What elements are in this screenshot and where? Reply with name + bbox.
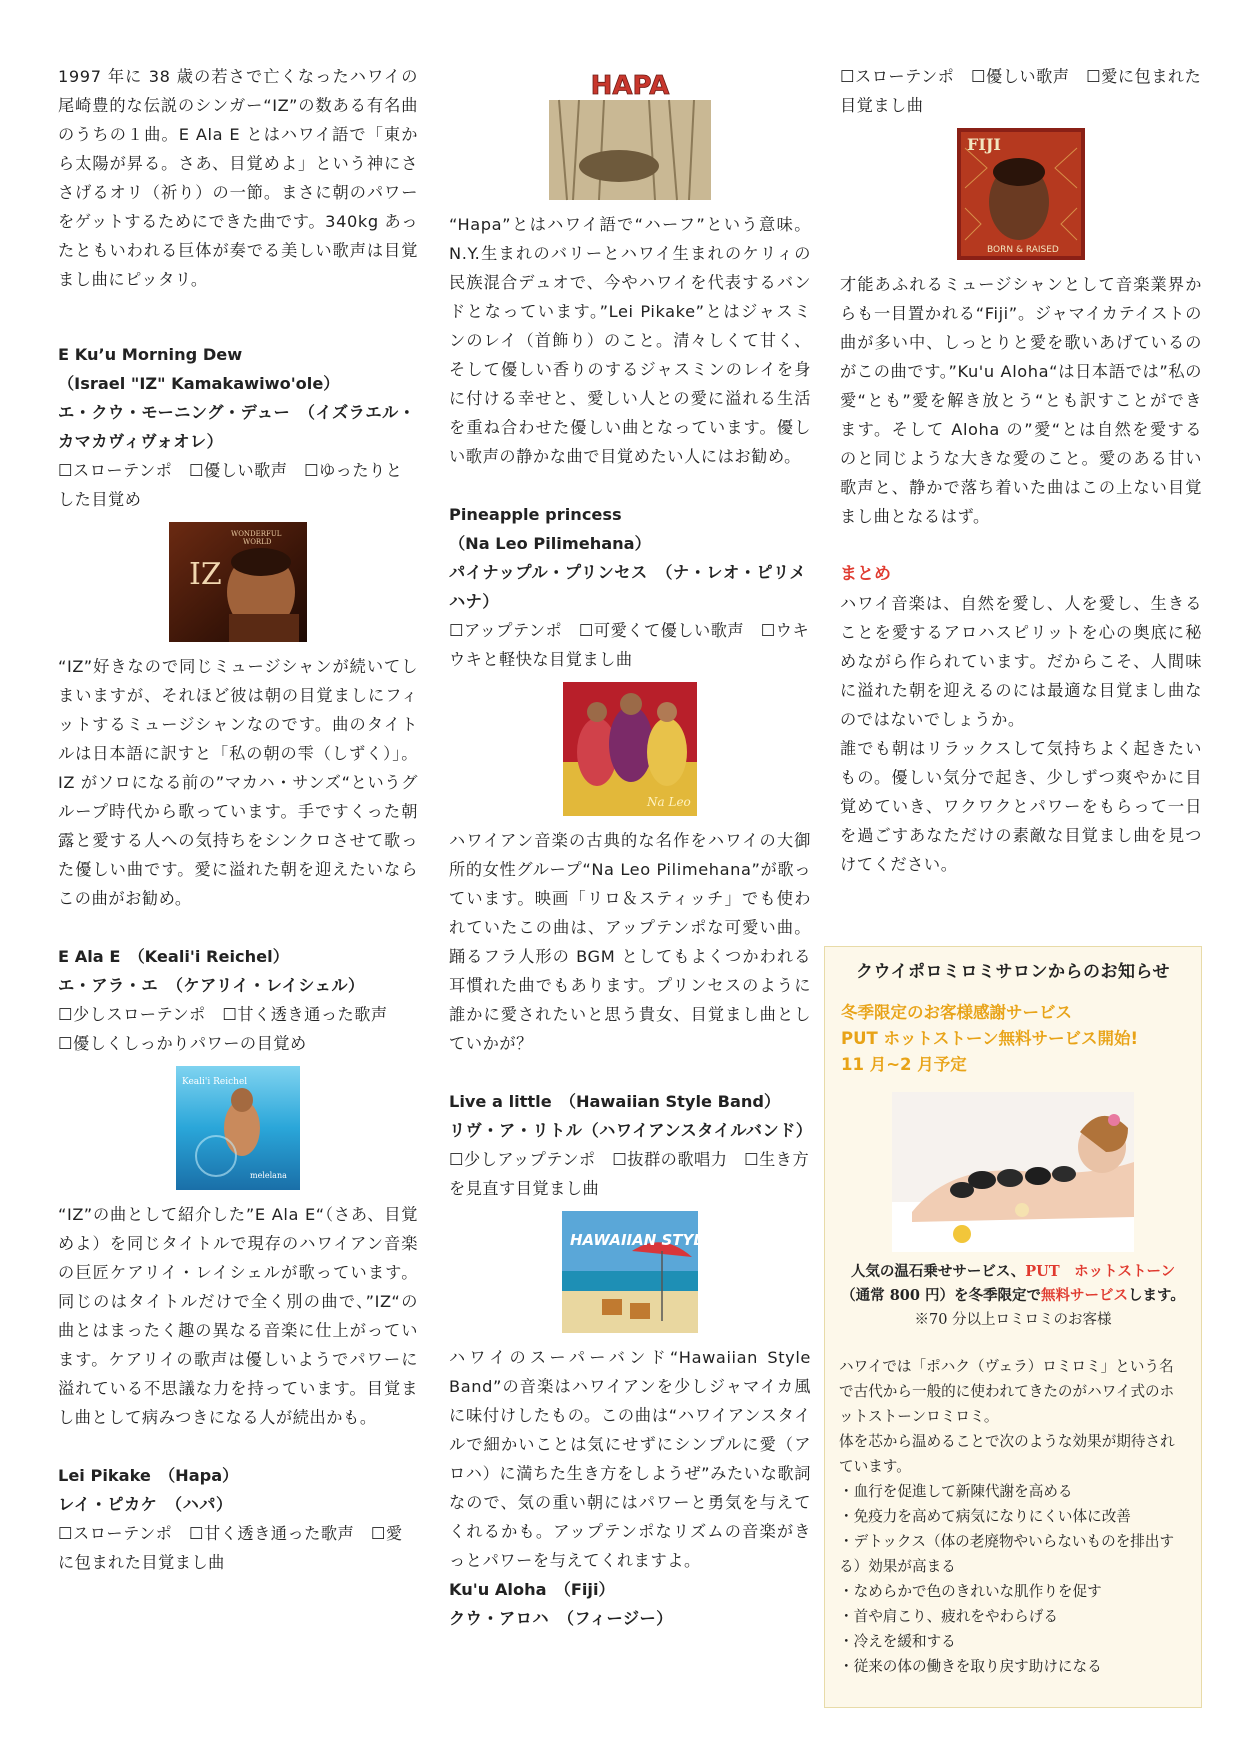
notice-body: ハワイでは「ポハク（ヴェラ）ロミロミ」という名で古代から一般的に使われてきたのがハワイ式のホットストーンロミロミ。 体を芯から温めることで次のような効果が期待されています。 bbox=[839, 1358, 1175, 1475]
list-item: ・デトックス（体の老廃物やいらないものを排出する）効果が高まる bbox=[839, 1533, 1175, 1575]
column-1 bbox=[58, 62, 418, 1577]
song-title-en: E Ala E （Keali'i Reichel） bbox=[58, 947, 289, 966]
intro-paragraph: 1997 年に 38 歳の若さで亡くなったハワイの尾崎豊的な伝説のシンガー“IZ”の数ある有名曲のうちの１曲。E Ala E とはハワイ語で「東から太陽が昇る。さあ、目覚めよ」という神にささげるオリ（祈り）の一節。まさに朝のパワーをゲットするためにできた曲です。340kg あったともいわれる巨体が奏でる美しい歌声は目覚まし曲にピッタリ。 bbox=[58, 67, 418, 289]
promo-line: 冬季限定のお客様感謝サービス bbox=[841, 1003, 1072, 1022]
svg-text:Na Leo: Na Leo bbox=[647, 795, 691, 809]
song-tags: ☐スローテンポ ☐優しい歌声 ☐愛に包まれた目覚まし曲 bbox=[840, 67, 1202, 115]
list-item: ・従来の体の働きを取り戻す助けになる bbox=[839, 1658, 1102, 1675]
album-cover-hawaiian-style bbox=[562, 1211, 714, 1333]
song-title-ja: エ・クウ・モーニング・デュー （イズラエル・カマカヴィヴォオレ） bbox=[58, 403, 416, 451]
svg-text:WORLD: WORLD bbox=[243, 538, 272, 546]
svg-text:BORN & RAISED: BORN & RAISED bbox=[987, 245, 1059, 255]
album-cover-fiji bbox=[957, 128, 1085, 260]
song-description: ハワイアン音楽の古典的な名作をハワイの大御所的女性グループ“Na Leo Pilimehana”が歌っています。映画「リロ＆スティッチ」でも使われていたこの曲は、アップテンポな可愛い曲。踊るフラ人形の BGM としてもよくつかわれる耳慣れた曲でもあります。プリンセスのように誰かに愛されたいと思う貴女、目覚まし曲としていかが？ bbox=[449, 831, 811, 1053]
list-item: ・なめらかで色のきれいな肌作りを促す bbox=[839, 1583, 1102, 1600]
song-description: “IZ”好きなので同じミュージシャンが続いてしまいますが、それほど彼は朝の目覚ましにフィットするミュージシャンなのです。曲のタイトルは日本語に訳すと「私の朝の雫（しずく）」。IZ がソロになる前の”マカハ・サンズ“というグループ時代から歌っています。手ですくった朝露と愛する人への気持ちをシンクロさせて歌った優しい曲です。愛に溢れた朝を迎えたいならこの曲がお勧め。 bbox=[58, 657, 418, 908]
svg-text:HAWAIIAN STYLE: HAWAIIAN STYLE bbox=[570, 1231, 714, 1249]
hapa-logo: HAPA bbox=[590, 71, 670, 101]
benefits-list bbox=[825, 1479, 1201, 1679]
album-cover-keali bbox=[176, 1066, 300, 1190]
promo-line: 11 月~2 月予定 bbox=[841, 1055, 967, 1074]
band-photo-hapa bbox=[549, 70, 711, 200]
song-title-ja: パイナップル・プリンセス （ナ・レオ・ピリメハナ） bbox=[449, 563, 807, 611]
song-tags: ☐スローテンポ ☐優しい歌声 ☐ゆったりとした目覚め bbox=[58, 461, 403, 509]
song-title-en: Lei Pikake （Hapa） bbox=[58, 1466, 239, 1485]
summary-paragraph: 誰でも朝はリラックスして気持ちよく起きたいもの。優しい気分で起き、少しずつ爽やかに目覚めていき、ワクワクとパワーをもらって一日を過ごすあなただけの素敵な目覚まし曲を見つけてください。 bbox=[840, 739, 1202, 874]
hot-stone-photo bbox=[892, 1092, 1134, 1252]
summary-paragraph: ハワイ音楽は、自然を愛し、人を愛し、生きることを愛するアロハスピリットを心の奥底に秘めながら作られています。だからこそ、人間味に溢れた朝を迎えるのには最適な目覚まし曲なのではないでしょうか。 bbox=[840, 594, 1202, 729]
column-3 bbox=[840, 62, 1202, 879]
list-item: ・免疫力を高めて病気になりにくい体に改善 bbox=[839, 1508, 1131, 1525]
notice-title: クウイポロミロミサロンからのお知らせ bbox=[856, 962, 1170, 982]
song-title-en: Pineapple princess bbox=[449, 505, 622, 524]
promo-line: PUT ホットストーン無料サービス開始! bbox=[841, 1029, 1139, 1048]
list-item: ・冷えを緩和する bbox=[839, 1633, 956, 1650]
song-description: 才能あふれるミュージシャンとして音楽業界からも一目置かれる“Fiji”。ジャマイカテイストの曲が多い中、しっとりと愛を歌いあげているのがこの曲です。”Ku'u Aloha“は日本語では”私の愛“とも”愛を解き放とう“とも訳すことができます。そして Aloha の”愛“とは自然を愛するのと同じような大きな愛のこと。愛のある甘い歌声と、静かで落ち着いた曲はこの上ない目覚まし曲となるはず。 bbox=[840, 275, 1202, 526]
song-description: “IZ”の曲として紹介した”E Ala E“（さあ、目覚めよ）を同じタイトルで現存のハワイアン音楽の巨匠ケアリイ・レイシェルが歌っています。同じのはタイトルだけで全く別の曲で、”IZ“の曲とはまったく趣の異なる音楽に仕上がっています。ケアリイの歌声は優しいようでパワーに溢れている不思議な力を持っています。目覚まし曲として病みつきになる人が続出かも。 bbox=[58, 1205, 418, 1427]
svg-text:FIJI: FIJI bbox=[967, 135, 1001, 154]
song-tags: ☐スローテンポ ☐甘く透き通った歌声 ☐愛に包まれた目覚まし曲 bbox=[58, 1524, 403, 1572]
list-item: ・首や肩こり、疲れをやわらげる bbox=[839, 1608, 1058, 1625]
song-tags: ☐アップテンポ ☐可愛くて優しい歌声 ☐ウキウキと軽快な目覚まし曲 bbox=[449, 621, 810, 669]
svg-text:IZ: IZ bbox=[189, 557, 222, 592]
promo-text bbox=[825, 1000, 1201, 1078]
song-title-ja: クウ・アロハ （フィージー） bbox=[449, 1609, 673, 1628]
song-description: ハワイのスーパーバンド“Hawaiian Style Band”の音楽はハワイアンを少しジャマイカ風に味付けしたもの。この曲は“ハワイアンスタイルで細かいことは気にせずにシンプルに愛（アロハ）に満ちた生き方をしようぜ”みたいな歌詞なので、気の重い朝にはパワーと勇気を与えてくれるかも。アップテンポなリズムの音楽がきっとパワーを与えてくれますよ。 bbox=[449, 1348, 811, 1570]
svg-text:Keali'i Reichel: Keali'i Reichel bbox=[182, 1077, 248, 1087]
song-artist-en: （Na Leo Pilimehana） bbox=[449, 534, 651, 553]
song-title-ja: レイ・ピカケ （ハパ） bbox=[58, 1495, 233, 1514]
column-2 bbox=[449, 62, 811, 1633]
song-title-en: Live a little （Hawaiian Style Band） bbox=[449, 1092, 781, 1111]
notice-lead: 人気の温石乗せサービス、PUT ホットストーン （通常 800 円）を冬季限定で無料サービスします。 bbox=[841, 1263, 1185, 1304]
list-item: ・血行を促進して新陳代謝を高める bbox=[839, 1483, 1073, 1500]
svg-text:melelana: melelana bbox=[250, 1171, 287, 1180]
song-title-en: Ku'u Aloha （Fiji） bbox=[449, 1580, 615, 1599]
salon-notice-box bbox=[824, 946, 1202, 1708]
notice-condition: ※70 分以上ロミロミのお客様 bbox=[914, 1312, 1112, 1328]
song-title-ja: リヴ・ア・リトル（ハワイアンスタイルバンド） bbox=[449, 1121, 813, 1140]
song-title-ja: エ・アラ・エ （ケアリイ・レイシェル） bbox=[58, 976, 365, 995]
band-description: “Hapa”とはハワイ語で“ハーフ”という意味。N.Y.生まれのバリーとハワイ生まれのケリィの民族混合デュオで、今やハワイを代表するバンドとなっています。”Lei Pikake”とはジャスミンのレイ（首飾り）のこと。清々しくて甘く、そして優しい香りのするジャスミンのレイを身に付ける幸せと、愛しい人との愛に溢れる生活を重ね合わせた優しい曲となっています。優しい歌声の静かな曲で目覚めたい人にはお勧め。 bbox=[449, 215, 811, 466]
cover-text: WONDERFUL bbox=[231, 530, 282, 538]
song-tags: ☐少しアップテンポ ☐抜群の歌唱力 ☐生き方を見直す目覚まし曲 bbox=[449, 1150, 810, 1198]
song-tags: ☐少しスローテンポ ☐甘く透き通った歌声 ☐優しくしっかりパワーの目覚め bbox=[58, 1005, 405, 1053]
summary-heading: まとめ bbox=[840, 564, 891, 584]
song-title-en: E Ku’u Morning Dew bbox=[58, 345, 243, 364]
album-cover-naleo bbox=[563, 682, 697, 816]
song-artist-en: （Israel "IZ" Kamakawiwo'ole） bbox=[58, 374, 340, 393]
album-cover-iz bbox=[169, 522, 307, 642]
